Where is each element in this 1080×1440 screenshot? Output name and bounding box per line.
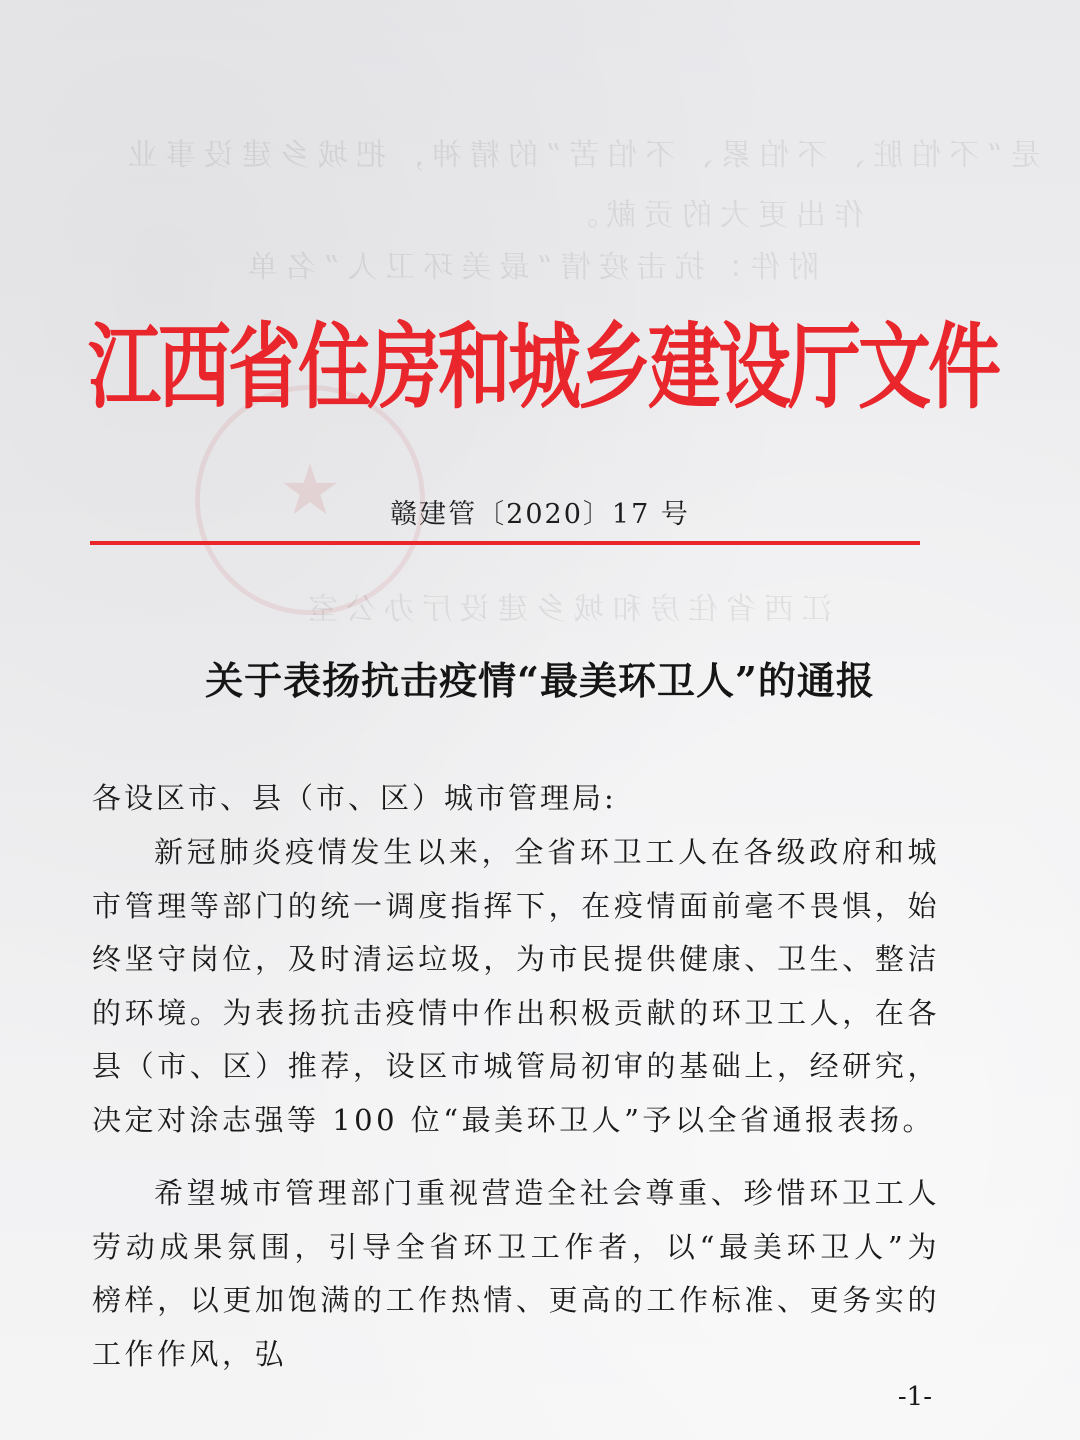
bleed-through-text: 江西省住房和城乡建设厅办公室	[300, 592, 832, 627]
page-number: -1-	[897, 1382, 932, 1412]
star-icon: ★	[278, 449, 342, 532]
document-number: 赣建管〔2020〕17 号	[390, 499, 690, 530]
body-paragraph-1: 新冠肺炎疫情发生以来，全省环卫工人在各级政府和城市管理等部门的统一调度指挥下，在疫情面前毫不畏惧，始终坚守岗位，及时清运垃圾，为市民提供健康、卫生、整洁的环境。为表扬抗击疫情中作出积极贡献的环卫工人，在各县（市、区）推荐，设区市城管局初审的基础上，经研究，决定对涂志强等 100 位“最美环卫人”予以全省通报表扬。	[92, 835, 940, 1137]
red-divider-line	[90, 541, 920, 545]
bleed-through-text: 附件：抗击疫情“最美环卫人”名单	[240, 250, 819, 285]
document-header-title: 江西省住房和城乡建设厅文件	[88, 313, 998, 423]
notice-title: 关于表扬抗击疫情“最美环卫人”的通报	[205, 658, 875, 703]
body-paragraph-2: 希望城市管理部门重视营造全社会尊重、珍惜环卫工人劳动成果氛围，引导全省环卫工作者，以“最美环卫人”为榜样，以更加饱满的工作热情、更高的工作标准、更务实的工作作风，弘	[92, 1176, 940, 1371]
salutation: 各设区市、县（市、区）城市管理局:	[92, 781, 617, 815]
bleed-through-text: 是“不怕脏、不怕累、不怕苦”的精神，把城乡建设事业	[120, 138, 1041, 173]
bleed-through-text: 作出更大的贡献。	[560, 198, 864, 233]
